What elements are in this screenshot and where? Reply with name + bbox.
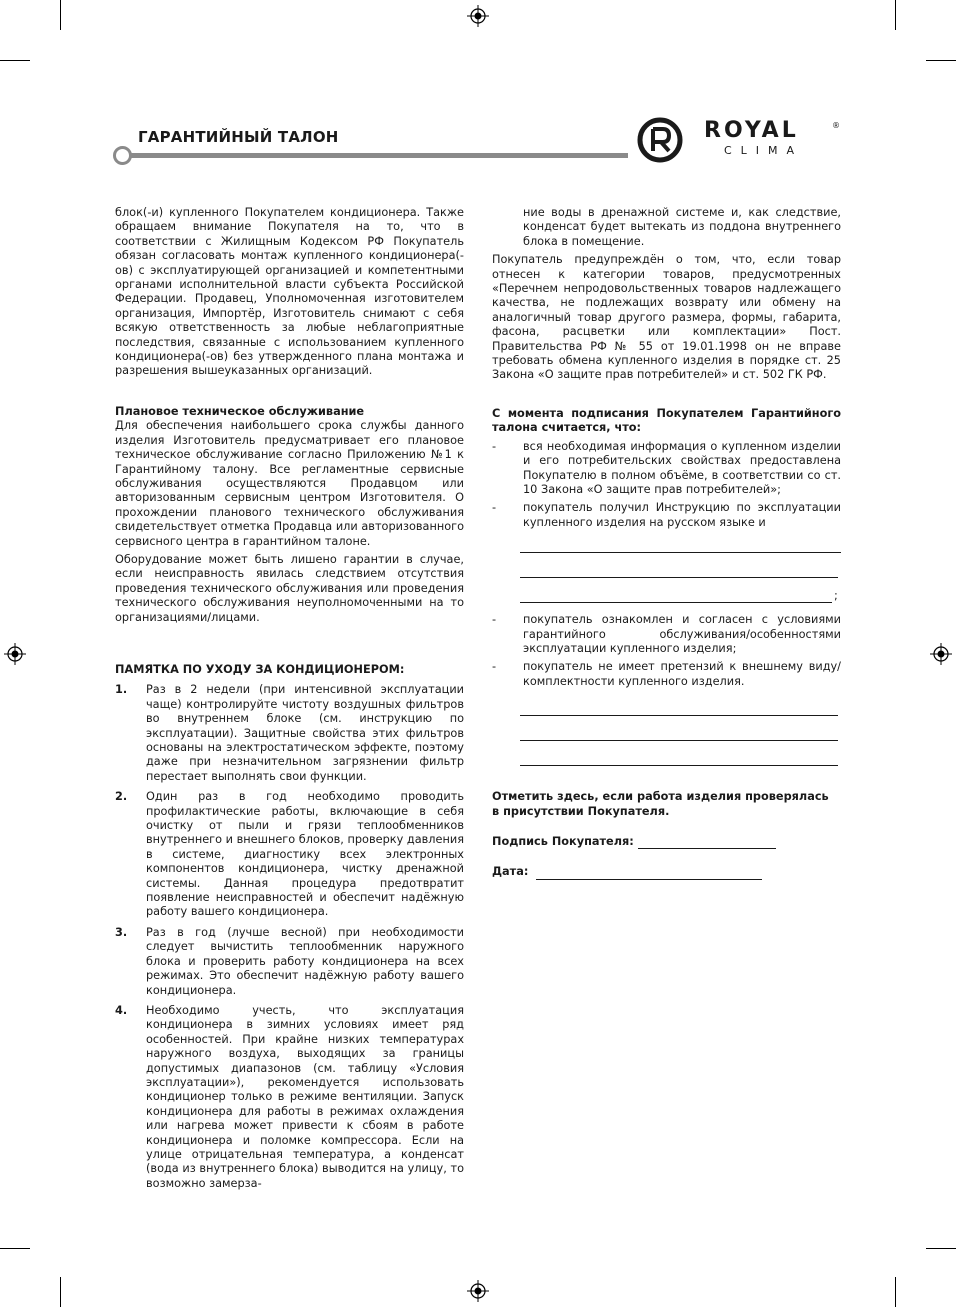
memo-heading: ПАМЯТКА ПО УХОДУ ЗА КОНДИЦИОНЕРОМ: <box>115 662 405 676</box>
registration-mark-icon <box>467 1280 489 1302</box>
logo-emblem-icon <box>636 116 686 166</box>
header-divider-dot <box>113 146 132 165</box>
signature-label: Подпись Покупателя: <box>492 834 634 848</box>
list-item <box>492 660 841 689</box>
item-text: Необходимо учесть, что эксплуатация кондиционера в зимних условиях имеет ряд особенностей. При крайне низких температурах наружного воздуха, выходящих за границы допустимых диапазонов (см. таблицу «Условия эксплуатации»), рекомендуется использовать кондиционер только в режиме вентиляции. Запуск кондиционера для работы в режимах охлаждения или нагрева может привести к сбоям в работе кондиционера и поломке компрессора. Если на улице отрицательная температура, а конденсат (вода из внутреннего блока) выводится на улицу, то возможно замерза- <box>146 1003 464 1190</box>
registration-mark-icon <box>930 643 952 665</box>
registration-mark-icon <box>467 5 489 27</box>
conditions-list <box>492 440 841 530</box>
fill-in-line[interactable] <box>520 553 838 578</box>
check-note: Отметить здесь, если работа изделия проверялась в присутствии Покупателя. <box>492 790 829 818</box>
logo-subtitle: CLIMA <box>724 144 804 157</box>
service-paragraph: Оборудование может быть лишено гарантии в случае, если неисправность явилась следствием отсутствия проведения технического обслуживания или проведения технического обслуживания неуполномоченными на то организациями/лицами. <box>115 552 464 624</box>
list-item <box>492 501 841 530</box>
page-title: ГАРАНТИЙНЫЙ ТАЛОН <box>138 128 339 146</box>
item-text: покупатель не имеет претензий к внешнему виду/комплектности купленного изделия. <box>523 660 841 688</box>
memo-list <box>115 683 464 1191</box>
right-column <box>492 206 841 880</box>
bullet-mark: - <box>492 613 497 627</box>
conditions-list <box>492 613 841 689</box>
crop-mark <box>0 60 30 61</box>
crop-mark <box>895 0 896 30</box>
date-line[interactable] <box>536 869 762 880</box>
bullet-mark: - <box>492 660 497 674</box>
fill-in-line[interactable] <box>520 693 838 716</box>
line-semicolon: ; <box>834 588 838 602</box>
registration-mark-icon <box>4 643 26 665</box>
fill-in-line[interactable] <box>520 534 841 553</box>
item-number: 1. <box>115 683 128 697</box>
signature-line[interactable] <box>638 838 776 849</box>
bullet-mark: - <box>492 439 497 453</box>
crop-mark <box>926 60 956 61</box>
item-text: Раз в 2 недели (при интенсивной эксплуатации чаще) контролируйте чистоту воздушных фильтров во внутреннем блоке (см. инструкцию по эксплуатации). Защитные свойства этих фильтров основаны на электростатическом эффекте, поэтому даже при незначительном загрязнении фильтр перестает выполнять свои функции. <box>146 683 464 783</box>
item-number: 3. <box>115 925 128 939</box>
list-item <box>115 926 464 998</box>
sign-heading: С момента подписания Покупателем Гарантийного талона считается, что: <box>492 406 841 435</box>
header-divider <box>124 153 628 158</box>
logo-wordmark: ROYAL <box>704 118 799 143</box>
item-text: вся необходимая информация о купленном изделии и его потребительских свойствах предоставлена Покупателю в полном объёме, в соответствии со ст. 10 Закона «О защите прав потребителей»; <box>523 439 841 496</box>
fill-in-line[interactable] <box>520 578 832 603</box>
item-text: покупатель ознакомлен и согласен с условиями гарантийного обслуживания/особенностями эксплуатации купленного изделия; <box>523 613 841 655</box>
date-label: Дата: <box>492 865 529 879</box>
royal-clima-logo <box>636 116 846 164</box>
warning-paragraph: Покупатель предупреждён о том, что, если товар отнесен к категории товаров, предусмотренных «Перечнем непродовольственных товаров надлежащего качества, не подлежащих возврату или обмену на аналогичный товар другого размера, формы, габарита, фасона, расцветки или комплектации» Пост. Правительства РФ № 55 от 19.01.1998 он не вправе требовать обмена купленного изделия в порядке ст. 25 Закона «О защите прав потребителей» и ст. 502 ГК РФ. <box>492 253 841 382</box>
left-column <box>115 206 464 1197</box>
crop-mark <box>926 1248 956 1249</box>
crop-mark <box>895 1277 896 1307</box>
list-item <box>492 613 841 656</box>
crop-mark <box>60 0 61 30</box>
bullet-mark: - <box>492 501 497 515</box>
crop-mark <box>60 1277 61 1307</box>
item-text: Раз в год (лучше весной) при необходимости следует вычистить теплообменник наружного блока и проверить работу кондиционера на всех режимах. Это обеспечит надёжную работу вашего кондиционера. <box>146 925 464 997</box>
list-item <box>115 1004 464 1191</box>
list-item <box>115 683 464 784</box>
date-field <box>492 865 841 879</box>
fill-in-line[interactable] <box>520 741 838 766</box>
logo-registered-mark: ® <box>832 121 840 130</box>
item-text: Один раз в год необходимо проводить профилактические работы, включающие в себя очистку от пыли и грязи теплообменников внутреннего и внешнего блоков, проверку давления в системе, диагностику всех электронных компонентов кондиционера, чистку дренажной системы. Данная процедура предотвратит появление неисправностей и обеспечит надёжную работу вашего кондиционера. <box>146 790 464 919</box>
item-number: 4. <box>115 1003 128 1017</box>
intro-paragraph: блок(-и) купленного Покупателем кондиционера. Также обращаем внимание Покупателя на то, что в соответствии с Жилищным Кодексом РФ Покупатель обязан согласовать монтаж купленного кондиционера(-ов) с эксплуатирующей организацией и компетентными органами исполнительной власти субъекта Российской Федерации. Продавец, Уполномоченная изготовителем организация, Импортёр, Изготовитель снимают с себя всякую ответственность за любые неблагоприятные последствия, связанные с использованием купленного кондиционера(-ов) без утвержденного плана монтажа и разрешения вышеуказанных организаций. <box>115 206 464 378</box>
service-paragraph: Для обеспечения наибольшего срока службы данного изделия Изготовитель предусматривает его плановое техническое обслуживание согласно Приложению №1 к Гарантийному талону. Все регламентные сервисные обслуживания осуществляются Продавцом или авторизованным сервисным центром Изготовителя. О прохождении планового технического обслуживания свидетельствует отметка Продавца или авторизованного сервисного центра в гарантийном талоне. <box>115 419 464 548</box>
list-item <box>492 440 841 498</box>
continuation-paragraph: ние воды в дренажной системе и, как следствие, конденсат будет вытекать из поддона внутреннего блока в помещение. <box>523 206 841 248</box>
crop-mark <box>0 1248 30 1249</box>
signature-field <box>492 835 841 849</box>
fill-in-line[interactable] <box>520 716 838 741</box>
item-text: покупатель получил Инструкцию по эксплуатации купленного изделия на русском языке и <box>523 501 841 529</box>
item-number: 2. <box>115 790 128 804</box>
list-item <box>115 790 464 920</box>
service-heading: Плановое техническое обслуживание <box>115 404 365 418</box>
